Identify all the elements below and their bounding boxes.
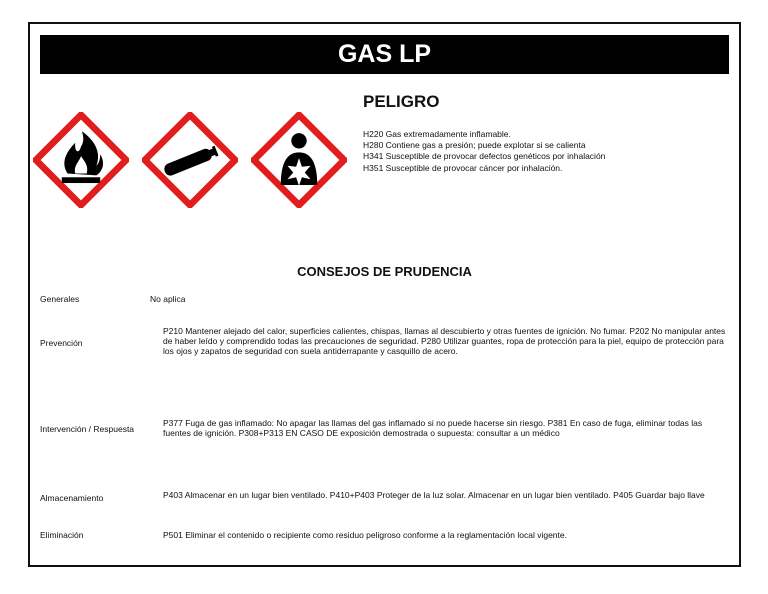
product-title: GAS LP bbox=[40, 35, 729, 74]
safety-label bbox=[28, 22, 741, 567]
row-text-prevencion: P210 Mantener alejado del calor, superficies calientes, chispas, llamas al descubierto y otras fuentes de ignición. No fumar. P202 No manipular antes de haber leído y comprendido todas las precauciones de seguridad. P280 Utilizar guantes, ropa de protección para la piel, equipo de protección para los ojos y zapatos de seguridad con suela antiderrapante y casquillo de acero. bbox=[163, 326, 726, 356]
hazard-statement: H220 Gas extremadamente inflamable. bbox=[363, 129, 511, 139]
hazard-statement: H341 Susceptible de provocar defectos genéticos por inhalación bbox=[363, 151, 606, 162]
hazard-statement: H280 Contiene gas a presión; puede explotar si se calienta bbox=[363, 140, 586, 151]
row-label-almacenamiento: Almacenamiento bbox=[40, 493, 104, 503]
hazard-statements bbox=[363, 129, 605, 174]
row-label-generales: Generales bbox=[40, 294, 80, 304]
row-text-respuesta: P377 Fuga de gas inflamado: No apagar las llamas del gas inflamado si no puede hacerse sin riesgo. P381 En caso de fuga, eliminar todas las fuentes de ignición. P308+P313 EN CASO DE exposición demostrada o supuesta: consultar a un médico bbox=[163, 418, 703, 438]
precautionary-title: CONSEJOS DE PRUDENCIA bbox=[297, 264, 472, 279]
row-text-generales: No aplica bbox=[150, 294, 186, 304]
row-label-prevencion: Prevención bbox=[40, 338, 83, 348]
row-text-almacenamiento: P403 Almacenar en un lugar bien ventilado. P410+P403 Proteger de la luz solar. Almacenar en un lugar bien ventilado. P405 Guardar bajo llave bbox=[163, 490, 705, 500]
signal-word: PELIGRO bbox=[363, 92, 440, 111]
gas-cylinder-icon bbox=[142, 112, 238, 208]
row-text-eliminacion: P501 Eliminar el contenido o recipiente como residuo peligroso conforme a la reglamentación local vigente. bbox=[163, 530, 567, 540]
row-label-eliminacion: Eliminación bbox=[40, 530, 84, 540]
hazard-statement: H351 Susceptible de provocar cáncer por inhalación. bbox=[363, 162, 563, 173]
flame-icon bbox=[33, 112, 129, 208]
health-hazard-icon bbox=[251, 112, 347, 208]
row-label-respuesta: Intervención / Respuesta bbox=[40, 424, 135, 434]
